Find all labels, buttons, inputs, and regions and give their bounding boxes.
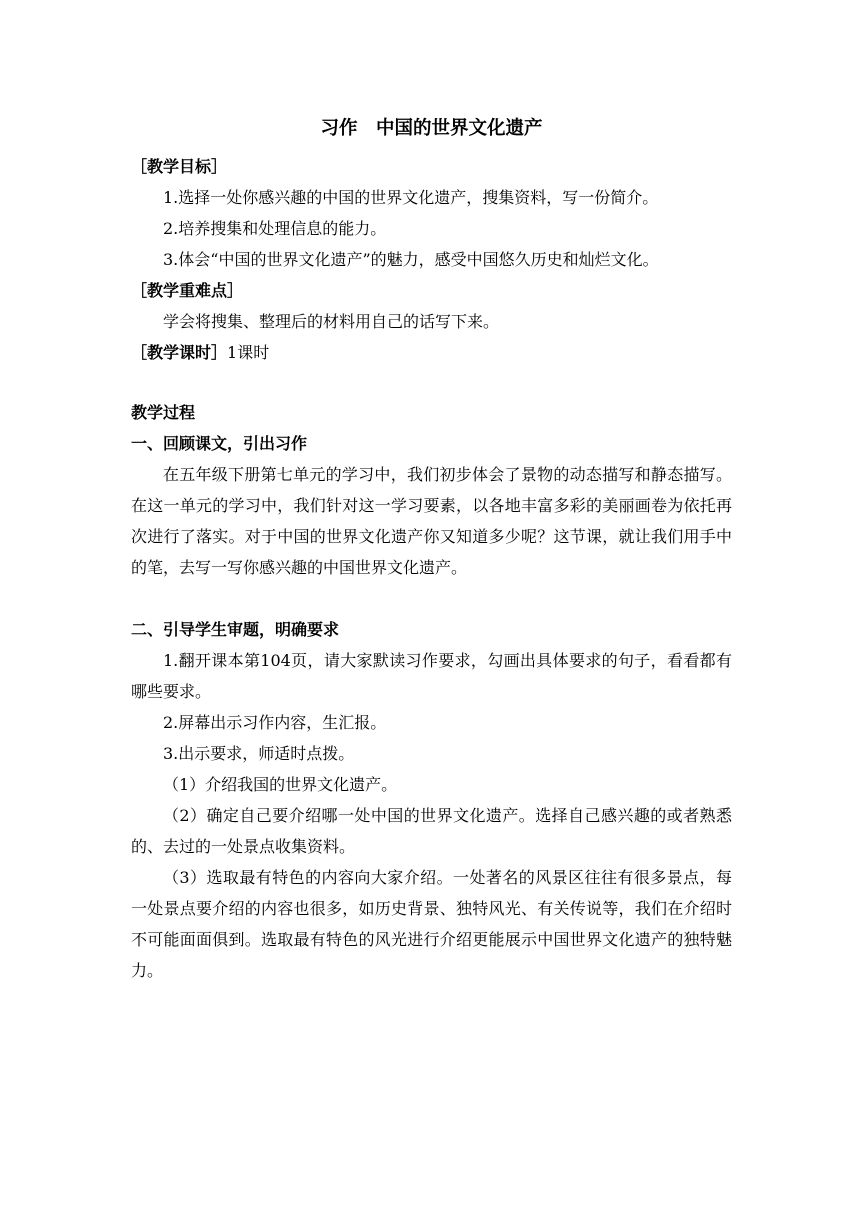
- hours-line: [131, 337, 732, 368]
- spacer: [131, 368, 732, 397]
- objective-item: 3.体会“中国的世界文化遗产”的魅力，感受中国悠久历史和灿烂文化。: [163, 250, 659, 269]
- section-paragraph: 1.翻开课本第104页，请大家默读习作要求，勾画出具体要求的句子，看看都有哪些要求。: [131, 651, 732, 701]
- section-paragraph: 2.屏幕出示习作内容，生汇报。: [163, 713, 387, 732]
- document-title: 习作 中国的世界文化遗产: [320, 118, 543, 139]
- objective-item: 2.培养搜集和处理信息的能力。: [163, 219, 387, 238]
- hours-heading: ［教学课时］: [131, 343, 228, 362]
- objective-item: 1.选择一处你感兴趣的中国的世界文化遗产，搜集资料，写一份简介。: [163, 188, 659, 207]
- section-paragraph: （1）介绍我国的世界文化遗产。: [163, 775, 398, 794]
- section-paragraph: （2）确定自己要介绍哪一处中国的世界文化遗产。选择自己感兴趣的或者熟悉的、去过的一处景点收集资料。: [131, 806, 732, 856]
- objectives-heading: ［教学目标］: [131, 157, 228, 176]
- spacer: [131, 583, 732, 614]
- section-paragraph: （3）选取最有特色的内容向大家介绍。一处著名的风景区往往有很多景点，每一处景点要介绍的内容也很多，如历史背景、独特风光、有关传说等，我们在介绍时不可能面面俱到。选取最有特色的风光进行介绍更能展示中国世界文化遗产的独特魅力。: [131, 868, 732, 980]
- document-body: [131, 113, 732, 986]
- section-heading: 二、引导学生审题，明确要求: [131, 620, 340, 639]
- section-paragraph: 在五年级下册第七单元的学习中，我们初步体会了景物的动态描写和静态描写。在这一单元的学习中，我们针对这一学习要素，以各地丰富多彩的美丽画卷为依托再次进行了落实。对于中国的世界文化遗产你又知道多少呢？这节课，就让我们用手中的笔，去写一写你感兴趣的中国世界文化遗产。: [131, 465, 732, 577]
- hours-value: 1课时: [227, 343, 270, 362]
- key-points-text: 学会将搜集、整理后的材料用自己的话写下来。: [163, 312, 500, 331]
- section-paragraph: 3.出示要求，师适时点拨。: [163, 744, 355, 763]
- key-points-heading: ［教学重难点］: [131, 281, 244, 300]
- process-heading: 教学过程: [131, 403, 196, 422]
- section-heading: 一、回顾课文，引出习作: [131, 434, 308, 453]
